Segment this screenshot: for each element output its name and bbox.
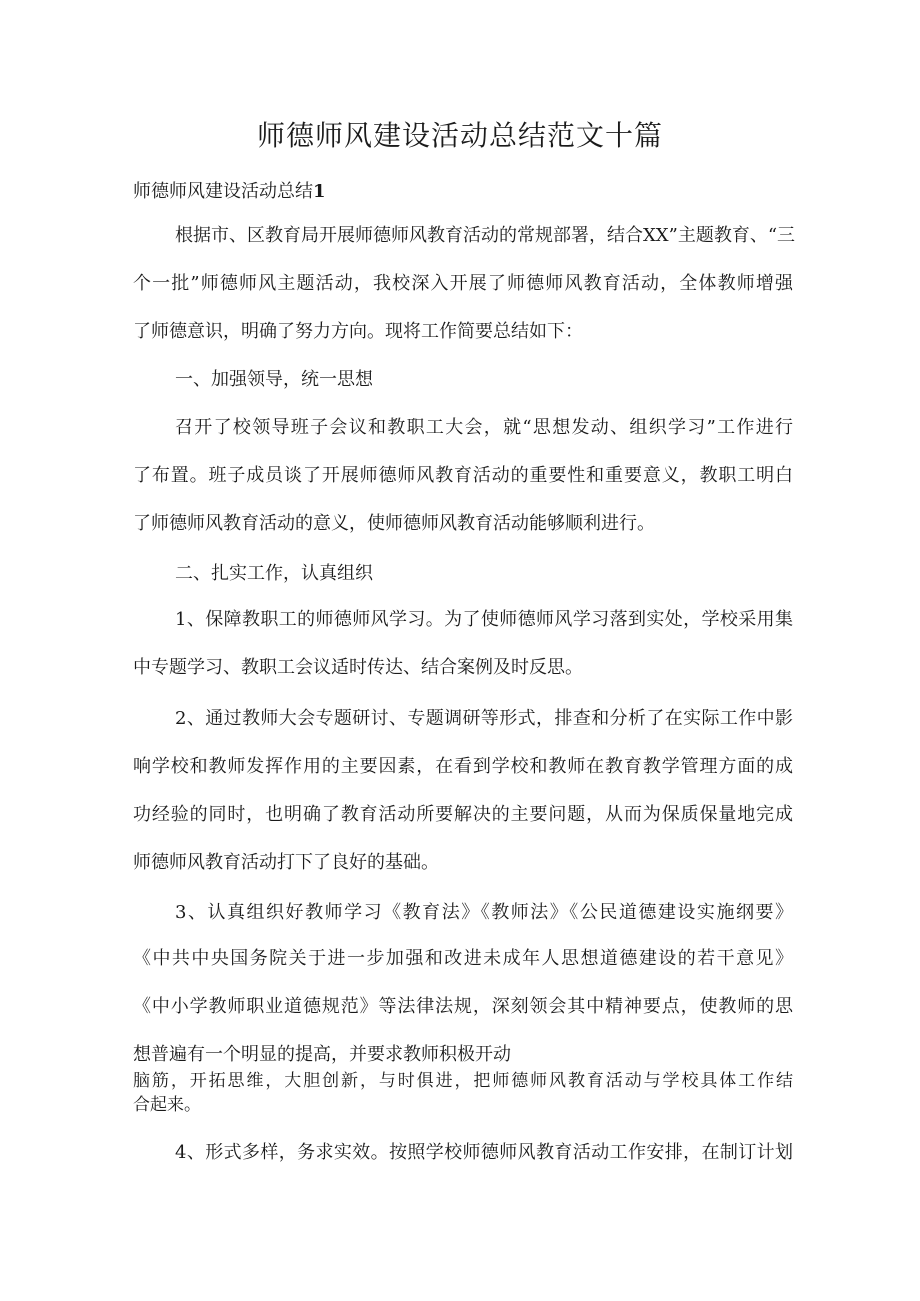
section-subtitle: [133, 178, 326, 206]
paragraph-line: 合起来。: [133, 1095, 201, 1115]
paragraph-line: 个一批”师德师风主题活动，我校深入开展了师德师风教育活动，全体教师增强: [133, 273, 793, 294]
paragraph-line: 脑筋，开拓思维，大胆创新，与时俱进，把师德师风教育活动与学校具体工作结: [133, 1071, 793, 1091]
paragraph-line: 《中共中央国务院关于进一步加强和改进未成年人思想道德建设的若干意见》: [133, 948, 793, 969]
paragraph-line: 了师德意识，明确了努力方向。现将工作简要总结如下：: [133, 321, 583, 342]
paragraph-line: 想普遍有一个明显的提高，并要求教师积极开动: [133, 1044, 511, 1065]
paragraph-line: 4、形式多样，务求实效。按照学校师德师风教育活动工作安排，在制订计划: [175, 1142, 793, 1163]
paragraph-line: 根据市、区教育局开展师德师风教育活动的常规部署，结合XX”主题教育、“三: [175, 225, 796, 246]
subtitle-number: 1: [313, 181, 326, 202]
section-heading: 二、扎实工作，认真组织: [175, 563, 373, 584]
paragraph-line: 了布置。班子成员谈了开展师德师风教育活动的重要性和重要意义，教职工明白: [133, 465, 793, 486]
paragraph-line: 3、认真组织好教师学习《教育法》《教师法》《公民道德建设实施纲要》: [175, 902, 793, 923]
paragraph-line: 师德师风教育活动打下了良好的基础。: [133, 852, 439, 873]
paragraph-line: 1、保障教职工的师德师风学习。为了使师德师风学习落到实处，学校采用集: [175, 609, 793, 630]
document-title: 师德师风建设活动总结范文十篇: [256, 119, 663, 152]
paragraph-line: 中专题学习、教职工会议适时传达、结合案例及时反思。: [133, 657, 583, 678]
subtitle-text: 师德师风建设活动总结: [133, 181, 313, 202]
section-heading: 一、加强领导，统一思想: [175, 369, 373, 390]
paragraph-line: 《中小学教师职业道德规范》等法律法规，深刻领会其中精神要点，使教师的思: [133, 996, 793, 1017]
paragraph-line: 2、通过教师大会专题研讨、专题调研等形式，排查和分析了在实际工作中影: [175, 708, 793, 729]
paragraph-line: 功经验的同时，也明确了教育活动所要解决的主要问题，从而为保质保量地完成: [133, 804, 793, 825]
paragraph-line: 了师德师风教育活动的意义，使师德师风教育活动能够顺利进行。: [133, 513, 655, 534]
paragraph-line: 召开了校领导班子会议和教职工大会，就“思想发动、组织学习”工作进行: [175, 417, 793, 438]
paragraph-line: 响学校和教师发挥作用的主要因素，在看到学校和教师在教育教学管理方面的成: [133, 756, 793, 777]
